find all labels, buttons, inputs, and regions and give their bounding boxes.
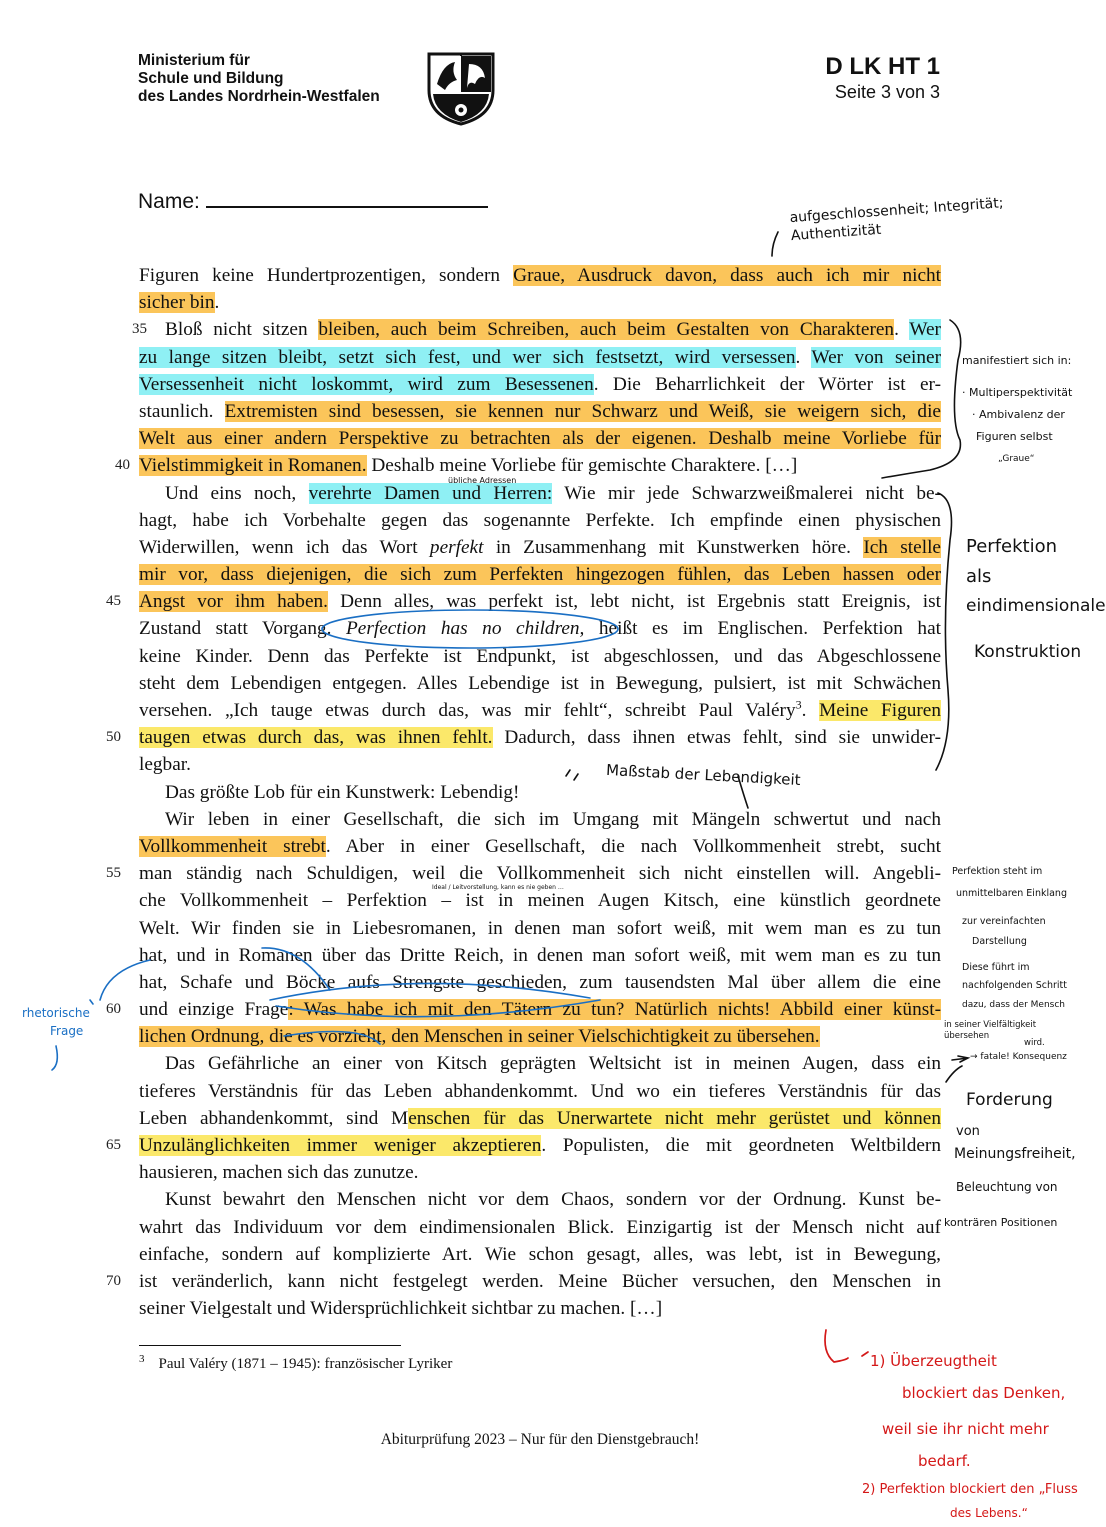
text-segment: und einzige Frage bbox=[139, 999, 289, 1021]
highlighted-text: Ich stelle bbox=[863, 536, 941, 558]
text-segment: Wie mir jede Schwarzweißmalerei nicht be- bbox=[552, 482, 941, 504]
margin-note-as: als bbox=[966, 566, 992, 587]
name-field bbox=[138, 186, 488, 214]
text-line bbox=[139, 643, 941, 670]
margin-note-positions: konträren Positionen bbox=[944, 1216, 1058, 1229]
nrw-crest-icon bbox=[425, 50, 497, 126]
text-segment: heißt es im Englischen. Perfektion hat bbox=[584, 618, 941, 640]
text-line bbox=[139, 371, 941, 398]
margin-note-red-4: bedarf. bbox=[918, 1452, 971, 1470]
line-number: 50 bbox=[106, 729, 121, 746]
text-segment: Leben abhandenkommt, sind M bbox=[139, 1107, 409, 1129]
text-line bbox=[139, 1023, 941, 1050]
text-segment: Zustand statt Vorgang. bbox=[139, 618, 346, 640]
margin-note-red-1: 1) Überzeugtheit bbox=[870, 1352, 997, 1370]
margin-note-red-5: 2) Perfektion blockiert den „Fluss bbox=[862, 1482, 1078, 1497]
highlighted-text: Extremisten sind besessen, sie kennen nur Schwarz und Weiß, sie weigern sich, die bbox=[224, 400, 941, 422]
text-line bbox=[106, 588, 941, 615]
text-segment: . bbox=[795, 346, 812, 368]
page-indicator: Seite 3 von 3 bbox=[834, 82, 940, 102]
document-code: D LK HT 1 bbox=[825, 53, 940, 80]
text-segment: hausieren, machen sich das zunutze. bbox=[139, 1162, 419, 1184]
highlighted-text: Graue, Ausdruck davon, dass auch ich mir nicht bbox=[513, 265, 941, 286]
text-segment: tieferes Verständnis für das Leben abhandenkommt. Und wo ein tieferes Verständnis für das bbox=[139, 1080, 941, 1102]
text-segment: . bbox=[894, 319, 910, 341]
speech-excerpt bbox=[106, 262, 942, 1322]
margin-note-p8: in seiner Vielfältigkeit übersehen bbox=[944, 1020, 1037, 1041]
text-segment: staunlich. bbox=[139, 400, 225, 422]
text-line bbox=[132, 316, 941, 343]
margin-note-p3: zur vereinfachten bbox=[962, 916, 1046, 927]
text-segment: 3 bbox=[795, 697, 802, 712]
highlighted-text: Angst vor ihm haben. bbox=[139, 591, 328, 613]
margin-note-of: von bbox=[956, 1124, 980, 1139]
text-segment: hat, und in Romanen über das Dritte Reich, in denen man sofort weiß, mit wem man es zu tun bbox=[139, 944, 941, 966]
text-line bbox=[139, 344, 941, 371]
margin-note-p6: nachfolgenden Schritt bbox=[962, 980, 1067, 991]
text-segment: Perfection has no children, bbox=[346, 618, 585, 640]
text-line bbox=[139, 425, 941, 452]
name-label: Name: bbox=[138, 190, 200, 213]
text-line bbox=[139, 615, 941, 642]
text-line bbox=[139, 670, 941, 697]
name-blank-line bbox=[206, 186, 488, 208]
text-segment: che Vollkommenheit – Perfektion – ist in meinen Augen Kitsch, eine künstlich geordnete bbox=[139, 890, 941, 912]
margin-note-tiny: Ideal / Leitvorstellung, kann es nie geben … bbox=[432, 884, 564, 891]
highlighted-text: bleiben, auch beim Schreiben, auch beim Gestalten von Charakteren bbox=[318, 319, 895, 341]
highlighted-text: Vollkommenheit strebt bbox=[139, 835, 326, 857]
margin-note-p9: wird. bbox=[1024, 1038, 1045, 1048]
margin-note-onedimensional: eindimensionale bbox=[966, 596, 1106, 616]
text-line bbox=[139, 1295, 941, 1322]
text-segment: perfekt bbox=[429, 536, 484, 558]
line-number: 65 bbox=[106, 1137, 121, 1153]
text-line bbox=[139, 697, 941, 724]
text-segment: versehen. „Ich tauge etwas durch das, was mir fehlt“, schreibt Paul Valéry bbox=[139, 700, 796, 721]
ministry-line-1: Ministerium für bbox=[138, 52, 250, 69]
text-segment: hagt, habe ich Vorbehalte gegen das sogenannte Perfekte. Ich empfinde einen physischen bbox=[139, 509, 941, 531]
text-line bbox=[139, 534, 941, 561]
line-number: 45 bbox=[106, 593, 121, 610]
footnote-number: 3 bbox=[139, 1353, 145, 1365]
highlighted-text: Wer von seiner bbox=[811, 346, 941, 368]
line-number: 40 bbox=[115, 457, 130, 474]
text-line bbox=[139, 806, 941, 833]
text-segment: hat, Schafe und Böcke aufs Strengste geschieden, zum tausendsten Mal über allem die eine bbox=[139, 971, 941, 993]
text-line bbox=[106, 1268, 941, 1295]
text-line bbox=[139, 398, 941, 425]
text-segment: seiner Vielgestalt und Widersprüchlichkeit sichtbar zu machen. […] bbox=[139, 1298, 663, 1320]
text-segment: legbar. bbox=[139, 754, 191, 776]
text-segment: wahrt das Individuum vor dem eindimensionalen Blick. Einzigartig ist der Mensch nicht auf bbox=[139, 1216, 941, 1238]
ministry-line-3: des Landes Nordrhein-Westfalen bbox=[138, 88, 380, 105]
highlighted-text: mir vor, dass diejenigen, die sich zum Perfekten hingezogen fühlen, das Leben hassen oder bbox=[139, 564, 941, 586]
highlighted-text: enschen für das Unerwartete nicht mehr gerüstet und können bbox=[408, 1107, 941, 1129]
line-number: 35 bbox=[132, 321, 147, 338]
highlighted-text: sicher bin bbox=[139, 292, 215, 314]
margin-note-perfection: Perfektion bbox=[966, 536, 1058, 557]
margin-note-top: aufgeschlossenheit; Integrität; Authentizität bbox=[789, 195, 1004, 244]
highlighted-text: taugen etwas durch das, was ihnen fehlt. bbox=[139, 727, 493, 749]
margin-note-multi: · Multiperspektivität bbox=[962, 386, 1073, 399]
text-line bbox=[139, 262, 941, 289]
text-line bbox=[139, 942, 941, 969]
text-segment: . Die Beharrlichkeit der Wörter ist er- bbox=[593, 373, 941, 395]
text-line bbox=[106, 1132, 941, 1159]
text-line bbox=[139, 507, 941, 534]
text-line bbox=[139, 751, 941, 778]
footnote bbox=[139, 1353, 452, 1373]
text-segment: . bbox=[214, 292, 220, 314]
line-number: 55 bbox=[106, 865, 121, 882]
text-segment: Figuren keine Hundertprozentigen, sondern bbox=[139, 265, 514, 286]
margin-note-p10: → fatale! Konsequenz bbox=[970, 1052, 1067, 1062]
text-segment: Kunst bewahrt den Menschen nicht vor dem Chaos, sondern vor der Ordnung. Kunst be- bbox=[165, 1189, 941, 1211]
text-segment: in Zusammenhang mit Kunstwerken höre. bbox=[483, 536, 864, 558]
highlighted-text: Meine Figuren bbox=[819, 700, 941, 721]
text-line bbox=[139, 289, 941, 316]
margin-note-manifest: manifestiert sich in: bbox=[962, 354, 1072, 367]
margin-note-p7: dazu, dass der Mensch bbox=[962, 1000, 1066, 1010]
text-segment: Das Gefährliche an einer von Kitsch geprägten Weltsicht ist in meinen Augen, dass ein bbox=[165, 1053, 941, 1075]
margin-note-p1: Perfektion steht im bbox=[952, 866, 1043, 877]
text-segment: . Populisten, die mit geordneten Weltbildern bbox=[541, 1135, 941, 1156]
text-segment: einfache, sondern auf komplizierte Art. Wie schon gesagt, alles, was lebt, ist in Bewegung, bbox=[139, 1243, 941, 1265]
page-footer: Abiturprüfung 2023 – Nur für den Dienstgebrauch! bbox=[380, 1431, 700, 1448]
text-segment: . Aber in einer Gesellschaft, die nach Vollkommenheit strebt, sucht bbox=[325, 835, 941, 857]
text-segment: Welt. Wir finden sie in Liebesromanen, in denen man sofort weiß, mit wem man es zu tun bbox=[139, 917, 941, 939]
margin-note-address: übliche Adressen bbox=[448, 476, 517, 485]
highlighted-text: lichen Ordnung, die es vorzieht, den Menschen in seiner Vielschichtigkeit zu übersehen. bbox=[139, 1026, 820, 1048]
text-line bbox=[139, 833, 941, 860]
text-line bbox=[106, 996, 941, 1023]
text-segment: man ständig nach Schuldigen, weil die Vollkommenheit sich nicht einstellen will. Angebli- bbox=[139, 863, 941, 885]
margin-note-ambivalence: · Ambivalenz der bbox=[972, 408, 1065, 421]
footnote-text: Paul Valéry (1871 – 1945): französischer Lyriker bbox=[158, 1356, 453, 1372]
text-segment: keine Kinder. Denn das Perfekte ist Endpunkt, ist abgeschlossen, und das Abgeschlossene bbox=[139, 645, 941, 667]
highlighted-text: verehrte Damen und Herren: bbox=[308, 482, 553, 504]
margin-note-rhetorical: rhetorische bbox=[22, 1006, 90, 1020]
text-line bbox=[139, 1050, 941, 1077]
ministry-name bbox=[138, 52, 380, 106]
text-segment: Das größte Lob für ein Kunstwerk: Lebendig! bbox=[165, 781, 520, 803]
margin-note-measure: Maßstab der Lebendigkeit bbox=[605, 760, 802, 790]
text-segment: Deshalb meine Vorliebe für gemischte Charaktere. […] bbox=[366, 455, 798, 477]
text-segment: Widerwillen, wenn ich das Wort bbox=[139, 536, 430, 558]
text-line bbox=[139, 1186, 941, 1213]
text-line bbox=[115, 452, 941, 479]
text-line bbox=[139, 915, 941, 942]
margin-note-illumination: Beleuchtung von bbox=[956, 1180, 1058, 1194]
margin-note-figures: Figuren selbst bbox=[976, 430, 1053, 443]
document-id bbox=[825, 53, 940, 103]
highlighted-text: Welt aus einer andern Perspektive zu betrachten als der eigenen. Deshalb meine Vorliebe für bbox=[139, 428, 941, 450]
text-segment: Denn alles, was perfekt ist, lebt nicht, ist Ergebnis statt Ereignis, ist bbox=[327, 591, 941, 613]
text-segment: Dadurch, dass ihnen etwas fehlt, sind sie unwider- bbox=[492, 727, 942, 749]
margin-note-question: Frage bbox=[50, 1024, 84, 1038]
line-number: 60 bbox=[106, 1001, 121, 1018]
text-line bbox=[139, 561, 941, 588]
highlighted-text: Wer bbox=[909, 319, 941, 341]
margin-note-p4: Darstellung bbox=[972, 936, 1027, 947]
text-line bbox=[139, 1159, 941, 1186]
text-line bbox=[139, 969, 941, 996]
footnote-divider bbox=[139, 1345, 401, 1346]
highlighted-text: Unzulänglichkeiten immer weniger akzeptieren bbox=[139, 1135, 542, 1156]
text-line bbox=[139, 1078, 941, 1105]
highlighted-text: Vielstimmigkeit in Romanen. bbox=[139, 455, 367, 477]
highlighted-text: Versessenheit nicht loskommt, wird zum Besessenen bbox=[139, 373, 594, 395]
text-line bbox=[139, 480, 941, 507]
margin-note-construction: Konstruktion bbox=[974, 642, 1082, 662]
margin-note-p5: Diese führt im bbox=[962, 962, 1030, 973]
text-segment: Bloß nicht sitzen bbox=[165, 319, 319, 341]
text-line bbox=[139, 779, 941, 806]
text-line bbox=[139, 1241, 941, 1268]
line-number: 70 bbox=[106, 1272, 121, 1289]
highlighted-text: : Was habe ich mit den Tätern zu tun? Natürlich nichts! Abbild einer künst- bbox=[288, 999, 941, 1021]
margin-note-p2: unmittelbaren Einklang bbox=[956, 888, 1067, 899]
text-segment: Und eins noch, bbox=[165, 482, 309, 504]
margin-note-red-6: des Lebens.“ bbox=[950, 1506, 1028, 1520]
highlighted-text: zu lange sitzen bleibt, setzt sich fest, und wer sich festsetzt, wird versessen bbox=[139, 346, 796, 368]
text-line bbox=[106, 724, 942, 751]
margin-note-freedom: Meinungsfreiheit, bbox=[954, 1146, 1076, 1162]
margin-note-demand: Forderung bbox=[966, 1090, 1053, 1110]
ministry-line-2: Schule und Bildung bbox=[138, 70, 284, 87]
margin-note-red-2: blockiert das Denken, bbox=[902, 1384, 1066, 1402]
text-segment: . bbox=[801, 700, 820, 721]
text-segment: Wir leben in einer Gesellschaft, die sich im Umgang mit Mängeln schwertut und nach bbox=[165, 808, 941, 830]
text-segment: ist veränderlich, kann nicht festgelegt werden. Meine Bücher versuchen, den Menschen in bbox=[139, 1270, 941, 1292]
margin-note-grey: „Graue“ bbox=[998, 454, 1035, 464]
text-line bbox=[139, 1214, 941, 1241]
margin-note-red-3: weil sie ihr nicht mehr bbox=[882, 1420, 1049, 1438]
text-segment: steht dem Lebendigen entgegen. Alles Lebendige ist in Bewegung, pulsiert, ist mit Schwächen bbox=[139, 672, 941, 694]
text-line bbox=[139, 1105, 941, 1132]
